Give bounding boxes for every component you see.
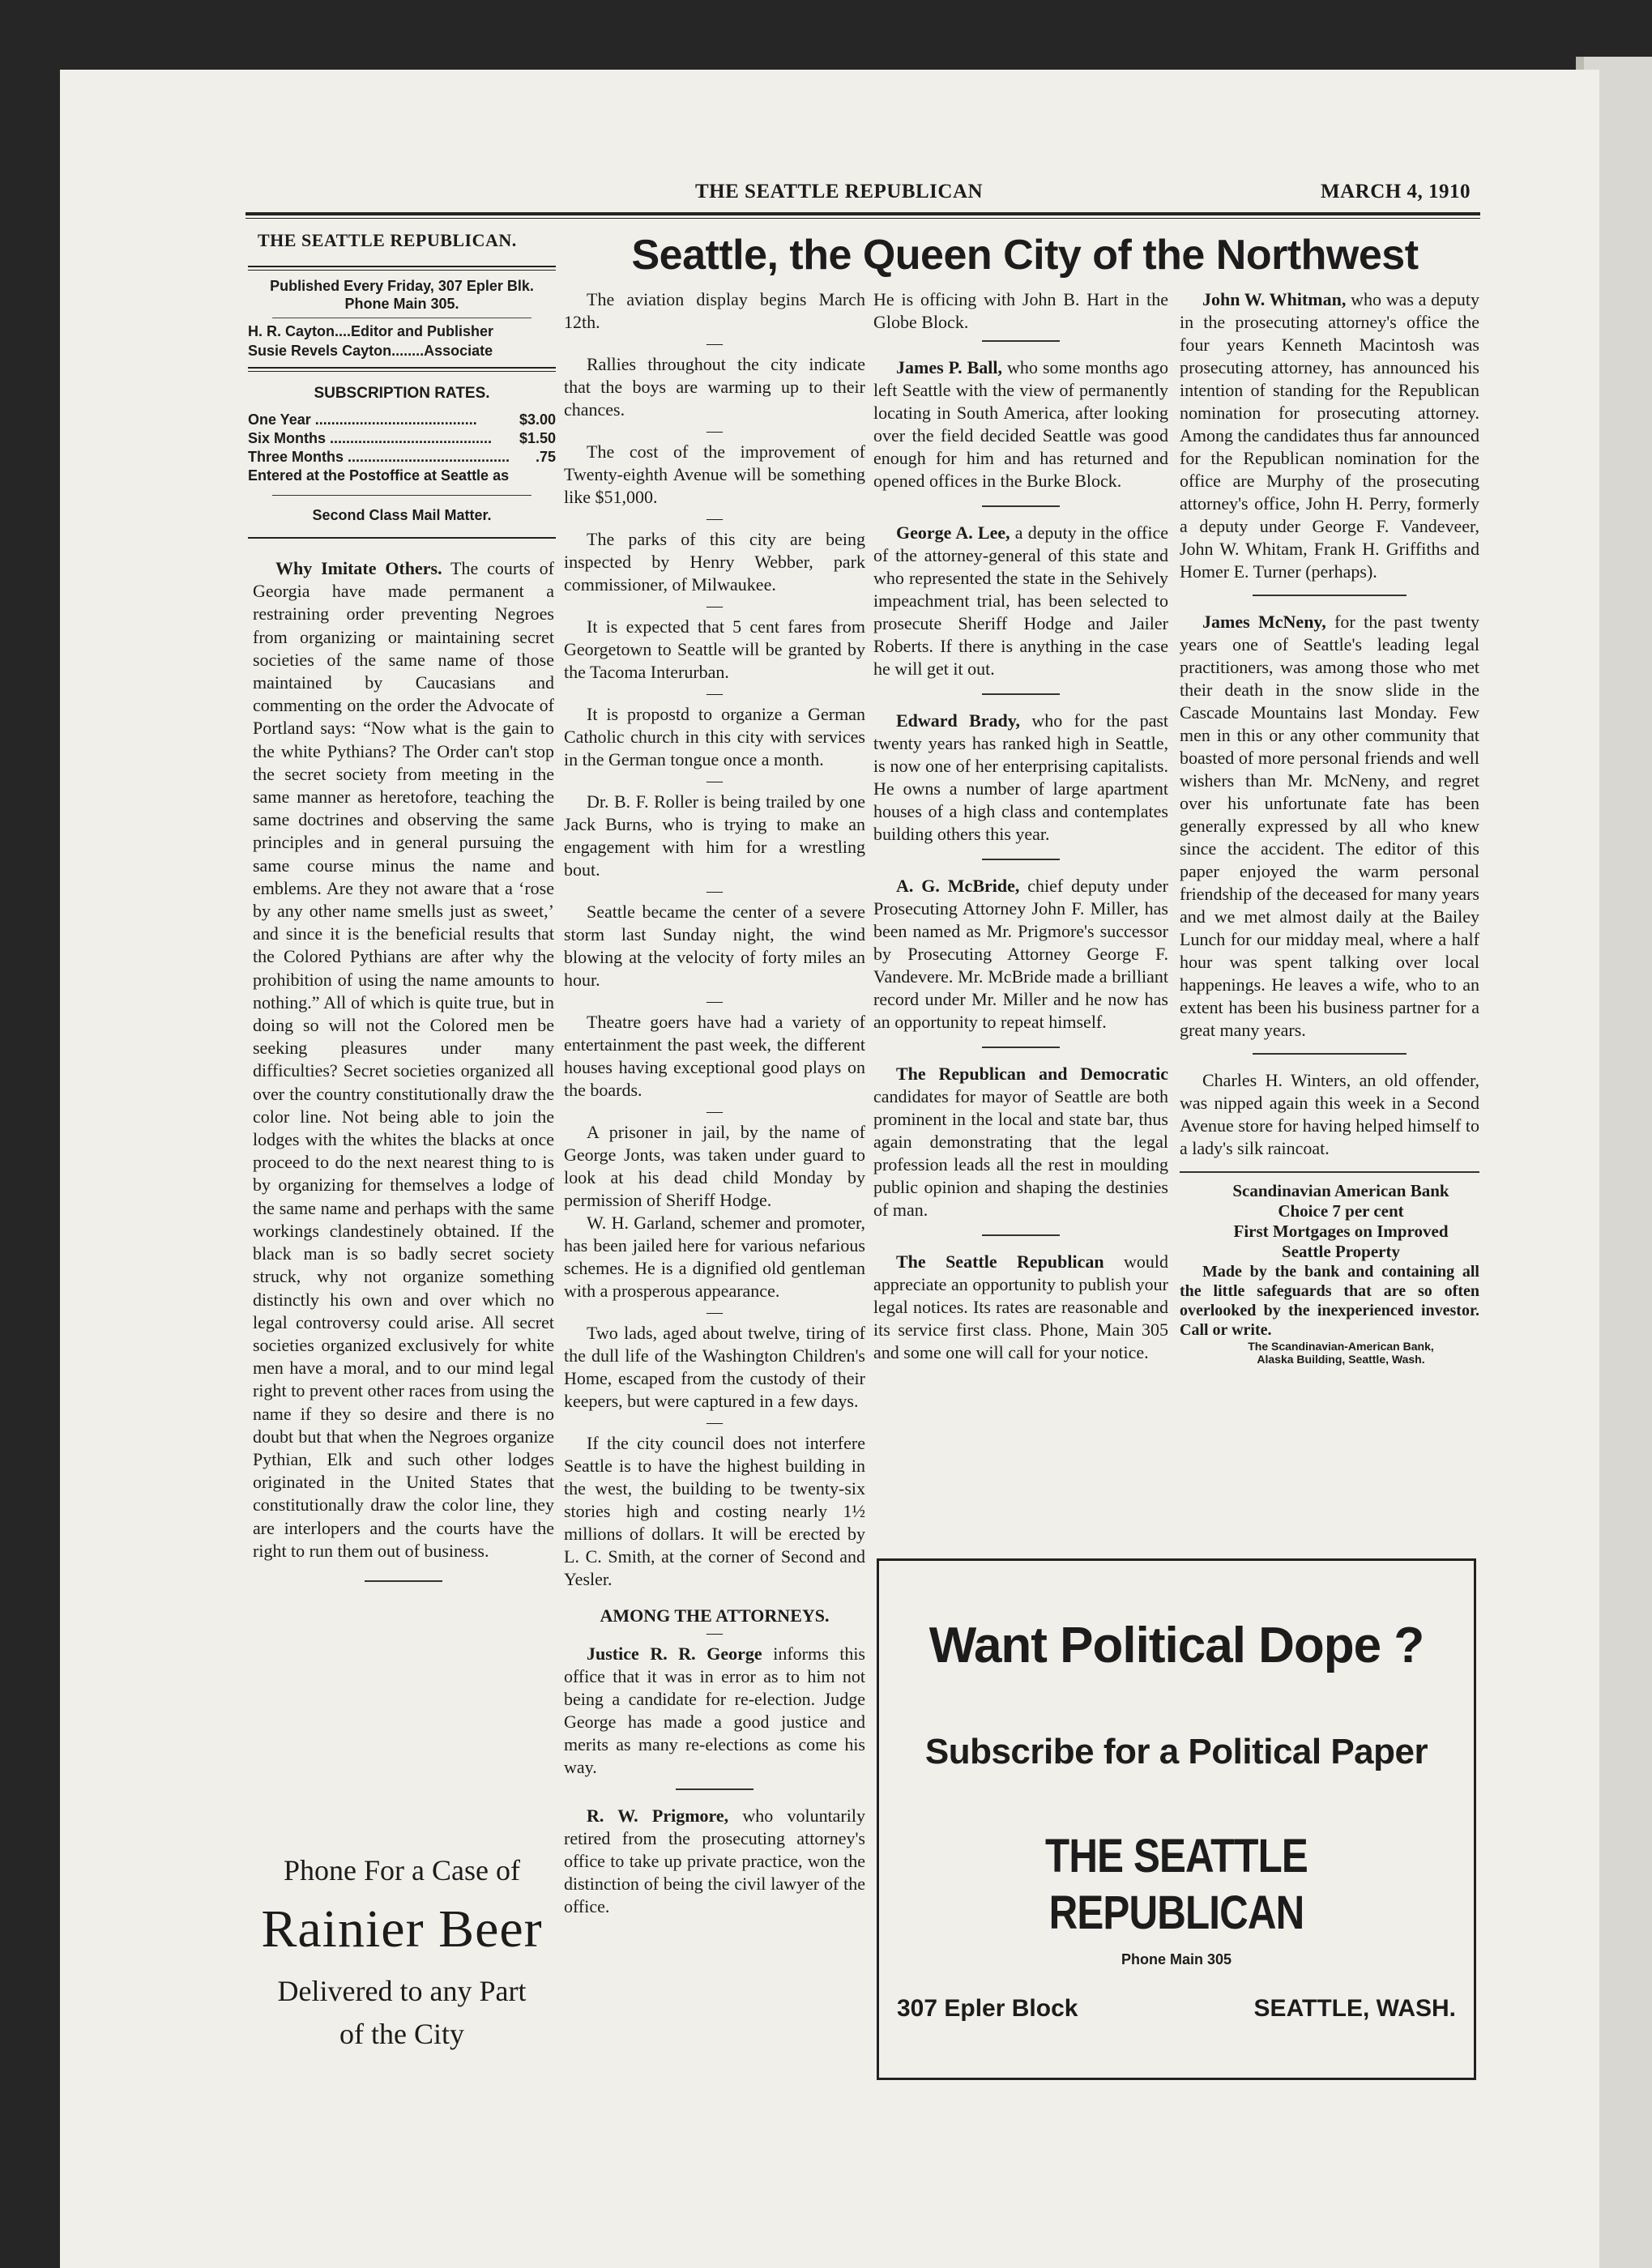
running-title: THE SEATTLE REPUBLICAN [695, 181, 984, 202]
bank-offer-line: Seattle Property [1282, 1242, 1400, 1261]
rates-list [248, 411, 556, 467]
bank-name: Scandinavian American Bank [1232, 1181, 1449, 1200]
main-headline: Seattle, the Queen City of the Northwest [631, 232, 1419, 279]
column-4 [1180, 288, 1479, 1366]
divider [982, 340, 1060, 342]
issue-date: MARCH 4, 1910 [1321, 181, 1471, 202]
bank-signature: The Scandinavian-American Bank, [1248, 1340, 1434, 1353]
news-item: James P. Ball, who some months ago left Seattle with the view of permanently locating in South America, after looking over the field decided Seattle was good enough for him and has returned and opened offices in the Burke Block. [873, 357, 1168, 491]
news-item: The Republican and Democratic candidates for mayor of Seattle are both prominent in the local and state bar, thus again demonstrating that the legal profession leads all the rest in moulding public opinion and shaping the destinies of man. [873, 1064, 1168, 1220]
divider [982, 859, 1060, 860]
bank-offer: Choice 7 per cent [1278, 1201, 1404, 1221]
ad-headline: Want Political Dope ? [928, 1618, 1424, 1673]
beer-line1: Phone For a Case of [284, 1854, 520, 1886]
divider [982, 505, 1060, 507]
rates-title: SUBSCRIPTION RATES. [314, 385, 490, 402]
news-item: W. H. Garland, schemer and promoter, has been jailed here for various nefarious schemes. He is a dignified old gentleman with a prosperous appearance. [564, 1213, 865, 1301]
divider [982, 693, 1060, 695]
news-item: The cost of the improvement of Twenty-eighth Avenue will be something like $51,000. [564, 441, 865, 507]
editor-line: H. R. Cayton....Editor and Publisher [248, 323, 494, 339]
news-item: It is propostd to organize a German Catholic church in this city with services in the German tongue once a month. [564, 704, 865, 770]
rate-row: Three Months ........................................ .75 [248, 449, 556, 465]
news-item: George A. Lee, a deputy in the office of the attorney-general of this state and who represented the state in the Sehively impeachment trial, has been selected to prosecute Sheriff Hodge and Jailer Roberts. If there is anything in the case he will get it out. [873, 522, 1168, 679]
associate-line: Susie Revels Cayton........Associate [248, 343, 493, 359]
divider [1180, 1171, 1479, 1173]
rate-row: Six Months ........................................ $1.50 [248, 430, 556, 446]
rate-row: One Year ........................................ $3.00 [248, 411, 556, 428]
news-item: It is expected that 5 cent fares from Georgetown to Seattle will be granted by the Tacoma Interurban. [564, 616, 865, 682]
news-item: If the city council does not interfere Seattle is to have the highest building in the west, the building to be twenty-six stories high and costing nearly 1½ millions of dollars. It will be erected by L. C. Smith, at the corner of Second and Yesler. [564, 1433, 865, 1589]
bank-ad [1180, 1181, 1479, 1366]
column-3 [873, 288, 1168, 1382]
news-item: Rallies throughout the city indicate that the boys are warming up to their chances. [564, 354, 865, 420]
divider [676, 1788, 753, 1790]
masthead [248, 230, 556, 539]
news-item: Justice R. R. George informs this office that it was in error as to him not being a candidate for re-election. Judge George has made a good justice and merits as many re-elections as come his way. [564, 1643, 865, 1777]
news-item: He is officing with John B. Hart in the Globe Block. [873, 289, 1168, 332]
pub-line: Published Every Friday, 307 Epler Blk. [270, 278, 534, 294]
news-item: Edward Brady, who for the past twenty years has ranked high in Seattle, is now one of her enterprising capitalists. He owns a number of large apartment houses of a high class and contemplates building others this year. [873, 710, 1169, 844]
divider [1253, 595, 1407, 596]
news-item: A. G. McBride, chief deputy under Prosecuting Attorney John F. Miller, has been named as Mr. Prigmore's successor by Prosecuting Attorney George F. Vandevere. Mr. McBride made a brilliant record under Mr. Miller and he now has an opportunity to repeat himself. [873, 876, 1169, 1032]
news-item: R. W. Prigmore, who voluntarily retired from the prosecuting attorney's office to take up private practice, won the distinction of being the civil lawyer of the office. [564, 1805, 865, 1916]
phone-line: Phone Main 305. [344, 296, 459, 312]
news-item: John W. Whitman, who was a deputy in the prosecuting attorney's office the four years Kenneth Macintosh was prosecuting attorney, has announced his intention of standing for the Republican nomination for prosecuting attorney. Among the candidates thus far announced for the Republican nomination for the office are Murphy of the prosecuting attorney's office, John H. Perry, formerly a deputy under George F. Vandeveer, John W. Whitam, Frank H. Griffiths and Homer E. Turner (perhaps). [1180, 289, 1479, 582]
bank-offer-line: First Mortgages on Improved [1233, 1221, 1449, 1241]
ad-city: SEATTLE, WASH. [1253, 1995, 1456, 2022]
news-item: Charles H. Winters, an old offender, was nipped again this week in a Second Avenue store for having helped himself to a lady's silk raincoat. [1180, 1070, 1479, 1158]
news-item: The Seattle Republican would appreciate an opportunity to publish your legal notices. Its rates are reasonable and its service first class. Phone, Main 305 and some one will call for your notice. [873, 1251, 1168, 1362]
beer-brand: Rainier Beer [261, 1899, 543, 1959]
editorial: Why Imitate Others. The courts of Georgia have made permanent a restraining order preventing Negroes from organizing or maintaining secret societies of the same name of those maintained by Caucasians and commenting on the order the Advocate of Portland says: “Now what is the gain to the white Pythians? The Order can't stop the secret society from meeting in the same manner as heretofore, teaching the same doctrines and observing the same principles and in general pursuing the same course minus the name and emblems. Are they not aware that a ‘rose by any other name smells just as sweet,’ and since it is the beneficial results that the Colored Pythians are after why the prohibition of using the name amounts to nothing.” All of which is quite true, but in doing so will not the Colored men be seeking pleasures under many difficulties? Secret societies organized all over the country constitutionally draw the color line. Not being able to join the lodges with the whites the blacks at once proceed to do the next nearest thing to is by organizing for themselves a lodge of the same name and perhaps with the same workings clandestinely obtained. If the black man is so badly secret society struck, why not organize something distinctly his own and over which no legal controversy could arise. All secret societies organized exclusively for white men have a moral, and to our mind legal right to prevent other races from using the name if they so desire and there is no doubt but that when the Negroes organize Pythian, Elk and such other lodges originated in the United States that constitutionally draw the color line, they are interlopers and the courts have the right to run them out of business. [253, 558, 554, 1561]
news-item: Seattle became the center of a severe storm last Sunday night, the wind blowing at the velocity of forty miles an hour. [564, 902, 865, 990]
beer-line3: Delivered to any Part [277, 1975, 527, 2007]
mail-class: Second Class Mail Matter. [312, 507, 492, 523]
editorial-lead: Why Imitate Others. [275, 558, 442, 578]
divider [365, 1580, 442, 1582]
news-item: Theatre goers have had a variety of entertainment the past week, the different houses having exceptional good plays on the boards. [564, 1012, 865, 1100]
column-2: The aviation display begins March 12th. — Rallies throughout the city indicate that the boys are warming up to their chances. — The cost of the improvement of Twenty-eighth Avenue will be something like $51,000. — The parks of this city are being inspected by Henry Webber, park commissioner, of Milwaukee. — It is expected that 5 cent fares from Georgetown to Seattle will be granted by the Tacoma Interurban. — It is propostd to organize a German Catholic church in this city with services in the German tongue once a month. — Dr. B. F. Roller is being trailed by one Jack Burns, who is trying to make an engagement with him for a wrestling bout. — Seattle became the center of a severe storm last Sunday night, the wind blowing at the velocity of forty miles an hour. — Theatre goers have had a variety of entertainment the past week, the different houses having exceptional good plays on the boards. — A prisoner in jail, by the name of George Jonts, was taken under guard to look at his dead child Monday by permission of Sheriff Hodge. W. H. Garland, schemer and promoter, has been jailed here for various nefarious schemes. He is a dignified old gentleman with a prosperous appearance. — Two lads, aged about twelve, tiring of the dull life of the Washington Children's Home, escaped from the custody of their keepers, but were captured in a few days. — If the city council does not interfere Seattle is to have the highest building in the west, the building to be twenty-six stories high and costing nearly 1½ millions of dollars. It will be erected by L. C. Smith, at the corner of Second and Yesler. AMONG THE ATTORNEYS. — Justice R. R. George informs this office that it was in error as to him not being a candidate for re-election. Judge George has made a good justice and merits as many re-elections as come his way. R. W. Prigmore, who voluntarily retired from the prosecuting attorney's office to take up private practice, won the distinction of being the civil lawyer of the office. [564, 289, 865, 1916]
ad-address: 307 Epler Block [897, 1995, 1078, 2022]
divider [982, 1047, 1060, 1048]
beer-line4: of the City [339, 2018, 464, 2050]
subscription-ad [877, 1558, 1476, 2080]
beer-ad [248, 1850, 556, 2054]
column-1 [253, 557, 554, 1597]
news-item: A prisoner in jail, by the name of George Jonts, was taken under guard to look at his dead child Monday by permission of Sheriff Hodge. [564, 1122, 865, 1210]
divider [982, 1234, 1060, 1236]
attorneys-heading: AMONG THE ATTORNEYS. [600, 1605, 830, 1626]
news-item: The aviation display begins March 12th. [564, 289, 865, 332]
bank-address: Alaska Building, Seattle, Wash. [1257, 1353, 1425, 1366]
news-item: Two lads, aged about twelve, tiring of the dull life of the Washington Children's Home, escaped from the custody of their keepers, but were captured in a few days. [564, 1323, 865, 1411]
entered-line: Entered at the Postoffice at Seattle as [248, 467, 510, 484]
header-rule-thin [245, 218, 1480, 219]
news-item: The parks of this city are being inspected by Henry Webber, park commissioner, of Milwaukee. [564, 529, 865, 595]
masthead-title: THE SEATTLE REPUBLICAN. [258, 230, 517, 250]
news-item: Dr. B. F. Roller is being trailed by one Jack Burns, who is trying to make an engagement with him for a wrestling bout. [564, 791, 865, 880]
ad-subhead: Subscribe for a Political Paper [924, 1732, 1428, 1771]
ad-phone: Phone Main 305 [1121, 1951, 1232, 1967]
bank-description: Made by the bank and containing all the little safeguards that are so often overlooked by the inexperienced investor. Call or write. [1180, 1263, 1479, 1339]
ad-paper-name: THE SEATTLE REPUBLICAN [1045, 1830, 1308, 1939]
news-item: James McNeny, for the past twenty years one of Seattle's leading legal practitioners, was among those who met their death in the snow slide in the Cascade Mountains last Monday. Few men in this or any other community that boasted of more personal friends and well wishers than Mr. McNeny, and regret over his unfortunate fate has been generally expressed by all who knew since the accident. The editor of this paper enjoyed the warm personal friendship of the deceased for many years and we met almost daily at the Bailey Lunch for our midday meal, where a half hour was spent talking over local happenings. He leaves a wife, who to an extent has been his business partner for a great many years. [1180, 612, 1479, 1040]
divider [1253, 1053, 1407, 1055]
header-rule [245, 212, 1480, 215]
